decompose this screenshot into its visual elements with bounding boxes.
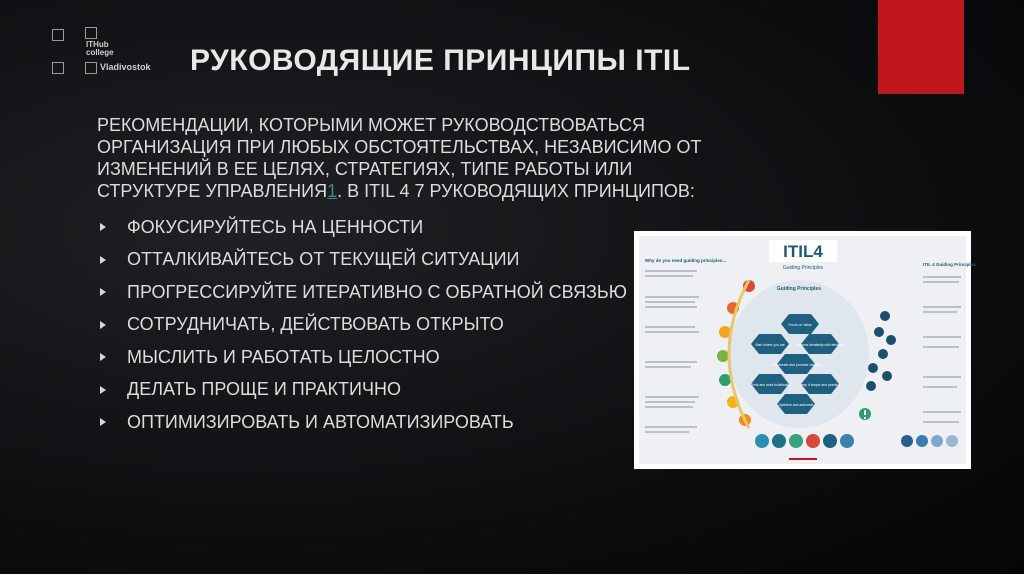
- poster-center-heading: Guiding Principles: [776, 286, 822, 292]
- list-item-text: ФОКУСИРУЙТЕСЬ НА ЦЕННОСТИ: [127, 216, 424, 237]
- list-item-text: ДЕЛАТЬ ПРОЩЕ И ПРАКТИЧНО: [127, 379, 401, 400]
- list-item: [100, 341, 627, 374]
- intro-tail: . В ITIL 4 7 РУКОВОДЯЩИХ ПРИНЦИПОВ:: [337, 181, 695, 201]
- poster-brand: ITIL4: [783, 242, 823, 261]
- list-item: [100, 309, 627, 342]
- list-item-text: ОПТИМИЗИРОВАТЬ И АВТОМАТИЗИРОВАТЬ: [127, 411, 514, 432]
- list-item-text: СОТРУДНИЧАТЬ, ДЕЙСТВОВАТЬ ОТКРЫТО: [127, 314, 504, 335]
- intro-text: РЕКОМЕНДАЦИИ, КОТОРЫМИ МОЖЕТ РУКОВОДСТВОВАТЬСЯ ОРГАНИЗАЦИЯ ПРИ ЛЮБЫХ ОБСТОЯТЕЛЬСТВАХ, НЕЗАВИСИМО ОТ ИЗМЕНЕНИЙ В ЕЕ ЦЕЛЯХ, СТРАТЕГИЯХ, ТИПЕ РАБОТЫ ИЛИ СТРУКТУРЕ УПРАВЛЕНИЯ: [97, 115, 702, 201]
- list-item: [100, 244, 627, 277]
- list-item-text: ПРОГРЕССИРУЙТЕ ИТЕРАТИВНО С ОБРАТНОЙ СВЯЗЬЮ: [127, 281, 627, 302]
- bullet-arrow-icon: [100, 256, 106, 264]
- list-item-text: ОТТАЛКИВАЙТЕСЬ ОТ ТЕКУЩЕЙ СИТУАЦИИ: [127, 249, 520, 270]
- bullet-arrow-icon: [100, 223, 106, 231]
- poster-graphic: [639, 236, 976, 464]
- poster-right-heading: ITIL 4 Guiding Principles: [923, 262, 976, 267]
- logo-square-icon: [85, 62, 97, 74]
- intro-paragraph: [97, 114, 707, 202]
- logo-line-3: Vladivostok: [100, 62, 151, 72]
- poster-hex-label: Progress iteratively with feedback: [794, 343, 846, 347]
- poster-hex-label: Focus on Value: [788, 323, 812, 327]
- poster-hex-label: Optimize and automate: [778, 403, 814, 407]
- logo-square-icon: [85, 27, 97, 39]
- bullet-arrow-icon: [100, 288, 106, 296]
- list-item: [100, 406, 627, 439]
- bullet-arrow-icon: [100, 418, 106, 426]
- list-item: [100, 276, 627, 309]
- footnote-link[interactable]: 1: [327, 181, 338, 201]
- list-item-text: МЫСЛИТЬ И РАБОТАТЬ ЦЕЛОСТНО: [127, 346, 440, 367]
- poster-hex-label: Start where you are: [755, 343, 785, 347]
- principles-list: [100, 211, 627, 439]
- list-item: [100, 374, 627, 407]
- bullet-arrow-icon: [100, 321, 106, 329]
- slide-title: РУКОВОДЯЩИЕ ПРИНЦИПЫ ITIL: [190, 44, 691, 77]
- poster-hex-label: Collaborate and promote visibility: [771, 363, 821, 367]
- logo-square-icon: [52, 29, 64, 41]
- list-item: [100, 211, 627, 244]
- poster-left-heading: Why do you need guiding principles...: [645, 258, 727, 263]
- poster-subtitle: Guiding Principles: [782, 265, 824, 271]
- poster-hex-label: Keep it simple and practical: [799, 383, 841, 387]
- itil4-poster-image: [634, 231, 976, 469]
- accent-bar: [878, 0, 964, 94]
- bullet-arrow-icon: [100, 353, 106, 361]
- bullet-arrow-icon: [100, 386, 106, 394]
- logo-line-2: college: [86, 48, 114, 57]
- poster-hex-label: Think and work holistically: [750, 383, 790, 387]
- logo-line-1: ITHub: [86, 40, 109, 49]
- logo-square-icon: [52, 62, 64, 74]
